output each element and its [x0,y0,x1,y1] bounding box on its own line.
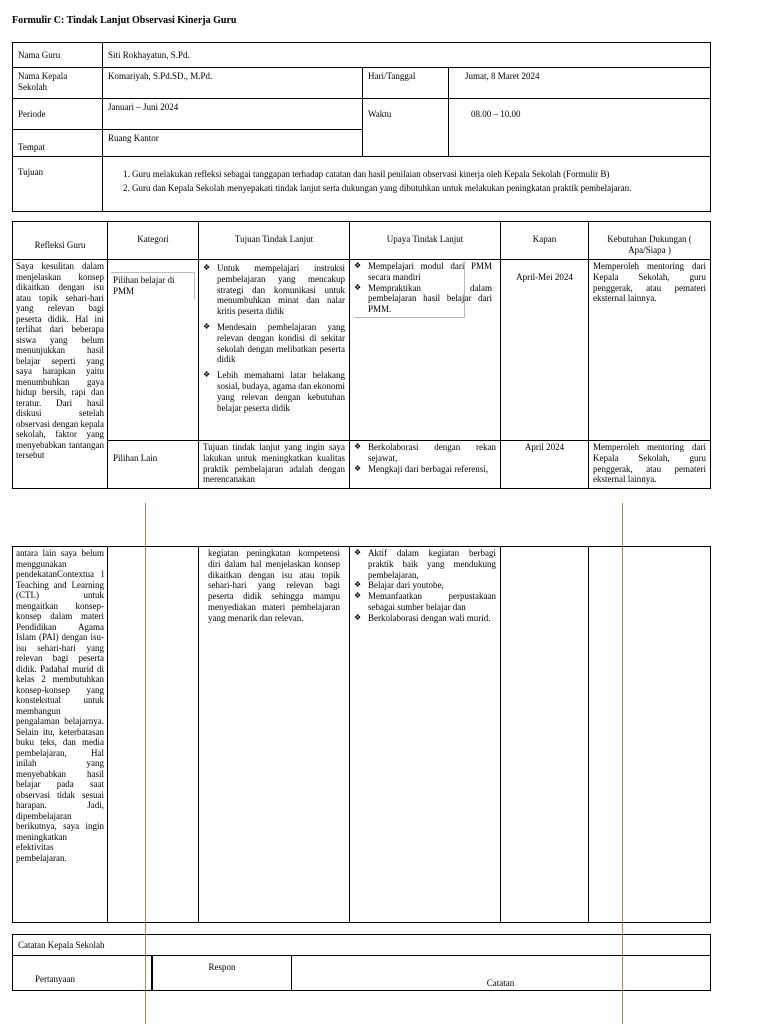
catatan-title: Catatan Kepala Sekolah [13,935,711,956]
refleksi-cell: Saya kesulitan dalam menjelaskan konsep dikaitkan dengan isu atau topik sehari-hari yang relevan bagi peserta didik. Hal ini terlihat dari beberapa siswa yang belum menunjukkan hasil belajar seperti yang saya harapkan yaitu menumbuhkan gaya hidup bersih, rapi dan teratur. Dari hasil diskusi setelah observasi dengan kepala sekolah, faktor yang menyebabkan tantangan tersebut [13,260,108,489]
pertanyaan-header: Pertanyaan [13,956,153,991]
header-upaya: Upaya Tindak Lanjut [350,222,501,260]
tujuan-item: 1. Guru melakukan refleksi sebagai tanggapan terhadap catatan dan hasil penilaian observasi kinerja oleh Kepala Sekolah (Formulir B) [132,169,705,180]
kapan-row2: April 2024 [501,441,589,489]
tujuan-item: 2. Guru dan Kepala Sekolah menyepakati tindak lanjut serta dukungan yang dibutuhkan untuk melakukan peningkatan praktik pembelajaran. [132,183,705,194]
periode-value: Januari – Juni 2024 [103,99,363,130]
kategori-pmm-text: Pilihan belajar di PMM [111,272,195,299]
header-kategori: Kategori [108,222,199,260]
tujuan-row2-continued: kegiatan peningkatan kompetensi diri dalam hal menjelaskan konsep dikaitkan dengan isu atau topik sehari-hari yang relevan bagi peserta didik sehingga mampu menyediakan materi pembelajaran yang menarik dan relevan. [199,547,350,923]
kepala-label: Nama Kepala Sekolah [13,68,103,99]
tujuan-item: ❖ Untuk mempelajari instruksi pembelajaran yang mencakup strategi dan komunikasi untuk menumbuhkan minat dan nalar kritis peserta didik [203,263,345,317]
header-tujuan: Tujuan Tindak Lanjut [199,222,350,260]
tempat-label: Tempat [13,130,103,157]
kategori-lain: Pilihan Lain [108,441,199,489]
upaya-item: ❖ Mempraktikan dalam pembelajaran hasil belajar dari PMM. [354,283,492,315]
tujuan-list [108,169,705,194]
catatan-header: Catatan [292,956,711,991]
waktu-value: 08.00 – 10.00 [449,99,711,157]
tujuan-item: ❖ Lebih memahami latar belakang sosial, budaya, agama dan ekonomi yang relevan dengan kebutuhan belajar peserta didik [203,370,345,413]
kategori-empty [108,547,199,923]
dukungan-row1: Memperoleh mentoring dari Kepala Sekolah, guru penggerak, atau pemateri eksternal lainnya. [589,260,711,441]
header-dukungan: Kebutuhan Dukungan ( Apa/Siapa ) [589,222,711,260]
dukungan-empty [589,547,711,923]
kapan-empty [501,547,589,923]
upaya-item: ❖ Mempelajari modul dari PMM secara mandiri [354,261,492,283]
upaya-item: ❖ Memanfaatkan perpustakaan sebagai sumber belajar dan [354,591,496,613]
form-title: Formulir C: Tindak Lanjut Observasi Kinerja Guru [12,15,237,26]
upaya-item: ❖ Berkolaborasi dengan rekan sejawat, [354,442,496,464]
header-refleksi: Refleksi Guru [13,222,108,260]
tujuan-row1 [199,260,350,441]
upaya-item: ❖ Belajar dari youtobe, [354,580,496,591]
kategori-pmm [108,260,199,441]
nama-guru-label: Nama Guru [13,43,103,68]
catatan-table [12,934,711,991]
hari-label: Hari/Tanggal [363,68,449,99]
tindak-lanjut-table-continued [12,546,711,923]
tempat-value: Ruang Kantor [103,130,363,157]
divider [151,956,152,990]
tujuan-label: Tujuan [13,157,103,212]
upaya-item: ❖ Berkolaborasi dengan wali murid. [354,613,496,624]
kepala-value: Komariyah, S.Pd.SD., M.Pd. [103,68,363,99]
upaya-row2 [350,441,501,489]
nama-guru-value: Siti Rokhayatun, S.Pd. [103,43,711,68]
header-kapan: Kapan [501,222,589,260]
respon-header: Respon [153,956,292,991]
waktu-label: Waktu [363,99,449,157]
tujuan-list-cell [103,157,711,212]
upaya-item: ❖ Mengkaji dari berbagai referensi, [354,464,496,475]
periode-label: Periode [13,99,103,130]
kapan-row1: April-Mei 2024 [501,260,589,441]
upaya-row1 [350,260,501,441]
tujuan-item: ❖ Mendesain pembelajaran yang relevan dengan kondisi di sekitar sekolah dengan melibatkan peserta didik [203,322,345,365]
refleksi-cell-continued: antara lain saya belum menggunakan pendekatanContextua l Teaching and Learning (CTL) untuk mengaitkan konsep-konsep dalam materi Pendidikan Agama Islam (PAI) dengan isu-isu sehari-hari yang relevan bagi peserta didik. Padahal murid di kelas 2 membutuhkan konsep-konsep yang konstekstual untuk membangun pengalaman belajarnya. Selain itu, keterbatasan buku teks, dan media pembelajaran, Hal inilah yang menyebabkan hasil belajar pada saat observasi tidak sesuai harapan. Jadi, dipembelajaran berikutnya, saya ingin meningkatkan efektivitas pembelajaran. [13,547,108,923]
tindak-lanjut-table [12,221,711,489]
dukungan-row2: Memperoleh mentoring dari Kepala Sekolah, guru penggerak, atau pemateri eksternal lainnya. [589,441,711,489]
upaya-item: ❖ Aktif dalam kegiatan berbagi praktik baik yang mendukung pembelajaran, [354,548,496,580]
info-table [12,42,711,212]
hari-value: Jumat, 8 Maret 2024 [449,68,711,99]
upaya-row2-continued [350,547,501,923]
tujuan-row2: Tujuan tindak lanjut yang ingin saya lakukan untuk meningkatkan kualitas praktik pembelajaran adalah dengan merencanakan [199,441,350,489]
